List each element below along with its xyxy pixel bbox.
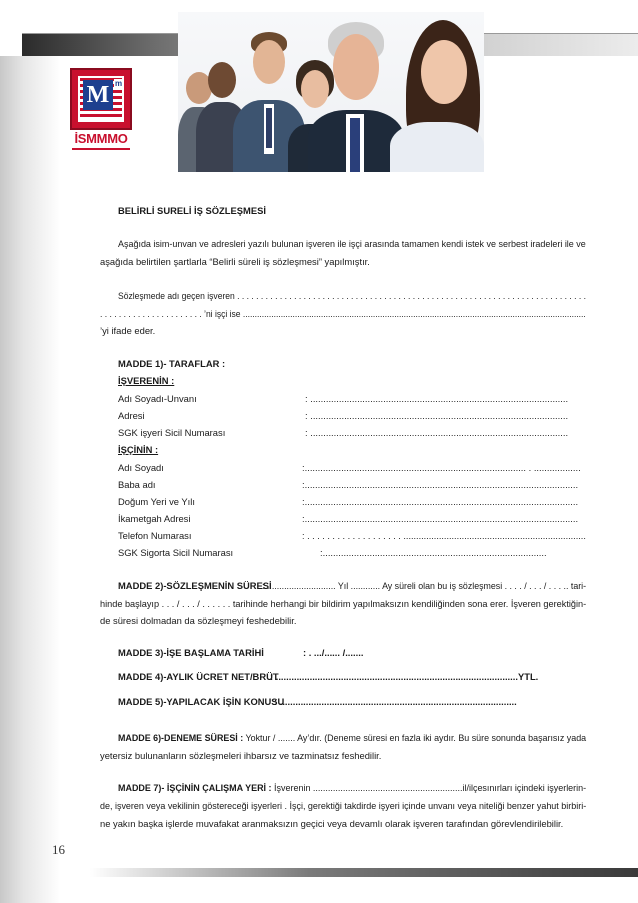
mention-line-2: . . . . . . . . . . . . . . . . . . . . . . ’ni işçi ise ................................................................................................................................................. [100, 308, 586, 319]
madde2-line-3: de süresi dolmadan da sözleşmeyi feshedebilir. [100, 615, 297, 626]
page-number: 16 [52, 842, 65, 857]
madde7-line-3: ne yakın başka işlerde muvafakat aranmaksızın geçici veya devamlı olarak işveren tarafından görevlendirilebilir. [100, 818, 564, 829]
field-label: İkametgah Adresi [118, 513, 191, 524]
isveren-heading: İŞVERENİN : [118, 375, 175, 386]
madde6-line-1-text: Yoktur / ....... Ay’dır. (Deneme süresi en fazla iki aydır. Bu süre sonunda başarısız yada [243, 732, 587, 743]
logo-name: İSMMMO [74, 131, 128, 146]
field-label: Telefon Numarası [118, 530, 192, 541]
field-value: : ................................................................................................... [305, 427, 569, 438]
madde5-title: MADDE 5)-YAPILACAK İŞİN KONUSU [118, 696, 285, 707]
madde6-line-1 [118, 732, 586, 744]
field-label: Adı Soyadı [118, 462, 164, 473]
logo-superscript: m [115, 79, 123, 88]
field-label: Baba adı [118, 479, 156, 490]
intro-line-1: Aşağıda isim-unvan ve adresleri yazılı bulunan işveren ile işçi arasında tamamen kendi istek ve serbest iradeleri ile ve [118, 238, 586, 249]
field-label: Adı Soyadı-Unvanı [118, 393, 197, 404]
madde4-value: : .............................................................................................YTL. [270, 671, 539, 682]
isci-heading: İŞÇİNİN : [118, 444, 159, 455]
madde4-title: MADDE 4)-AYLIK ÜCRET NET/BRÜT [118, 671, 279, 682]
madde5-value: : ........................................................................................... [274, 696, 517, 707]
madde7-line-2: de, işveren veya vekilinin göstereceği işyerleri . İşçi, gerektiği takdirde işyeri içinde unvanı veya niteliği benzer yahut birbiri- [100, 800, 587, 811]
field-value: :......................................................................................................... [302, 479, 579, 490]
madde3-title: MADDE 3)-İŞE BAŞLAMA TARİHİ [118, 647, 264, 658]
field-label: SGK Sigorta Sicil Numarası [118, 547, 234, 558]
field-label: SGK işyeri Sicil Numarası [118, 427, 226, 438]
madde6-line-2: yetersiz bulunanların sözleşmeleri ihbarsız ve tazminatsız feshedilir. [100, 750, 382, 761]
madde7-line-1 [118, 782, 586, 794]
field-value: : ................................................................................................... [305, 393, 569, 404]
madde3-value: : . .../...... /....... [303, 647, 364, 658]
document-title: BELİRLİ SURELİ İŞ SÖZLEŞMESİ [118, 205, 266, 216]
madde6-title: MADDE 6)-DENEME SÜRESİ : [118, 732, 244, 743]
madde7-title: MADDE 7)- İŞÇİNİN ÇALIŞMA YERİ : [118, 782, 272, 793]
madde2-line-2: hinde başlayıp . . . / . . . / . . . . . . tarihinde herhangi bir bildirim yapılmaksızın kendiliğinden sona erer. İşveren gerektiğin- [100, 598, 587, 609]
madde2-line-1: : ............................ Yıl ............ Ay süreli olan bu iş sözleşmesi . . . . / . . . / . . . .. tari- [262, 580, 587, 591]
field-value: :......................................................................................................... [302, 513, 579, 524]
madde2-title: MADDE 2)-SÖZLEŞMENİN SÜRESİ [118, 580, 272, 591]
madde1-title: MADDE 1)- TARAFLAR : [118, 358, 226, 369]
madde7-line-1-text: İşverenin ............................................................il/ilçesınırları içindeki işyerlerin- [271, 782, 587, 793]
field-value: :...................................................................................... [320, 547, 547, 558]
field-value: :......................................................................................................... [302, 496, 579, 507]
field-value: : . . . . . . . . . . . . . . . . . . . ........................................................................ [302, 530, 586, 541]
field-value: :..................................................................................... . .................. [302, 462, 581, 473]
logo-mark: M [83, 80, 113, 110]
mention-line-1: Sözleşmede adı geçen işveren . . . . . . . . . . . . . . . . . . . . . . . . . . . . . . . . . . . . . . . . . . . . . . . . . . . . . . . . . . . . . . . . . . . . . . . . . . [118, 290, 586, 301]
intro-line-2: aşağıda belirtilen şartlarla “Belirli süreli iş sözleşmesi” yapılmıştır. [100, 256, 370, 267]
field-label: Adresi [118, 410, 145, 421]
mention-line-3: ’yi ifade eder. [100, 325, 156, 336]
field-label: Doğum Yeri ve Yılı [118, 496, 195, 507]
field-value: : ................................................................................................... [305, 410, 569, 421]
